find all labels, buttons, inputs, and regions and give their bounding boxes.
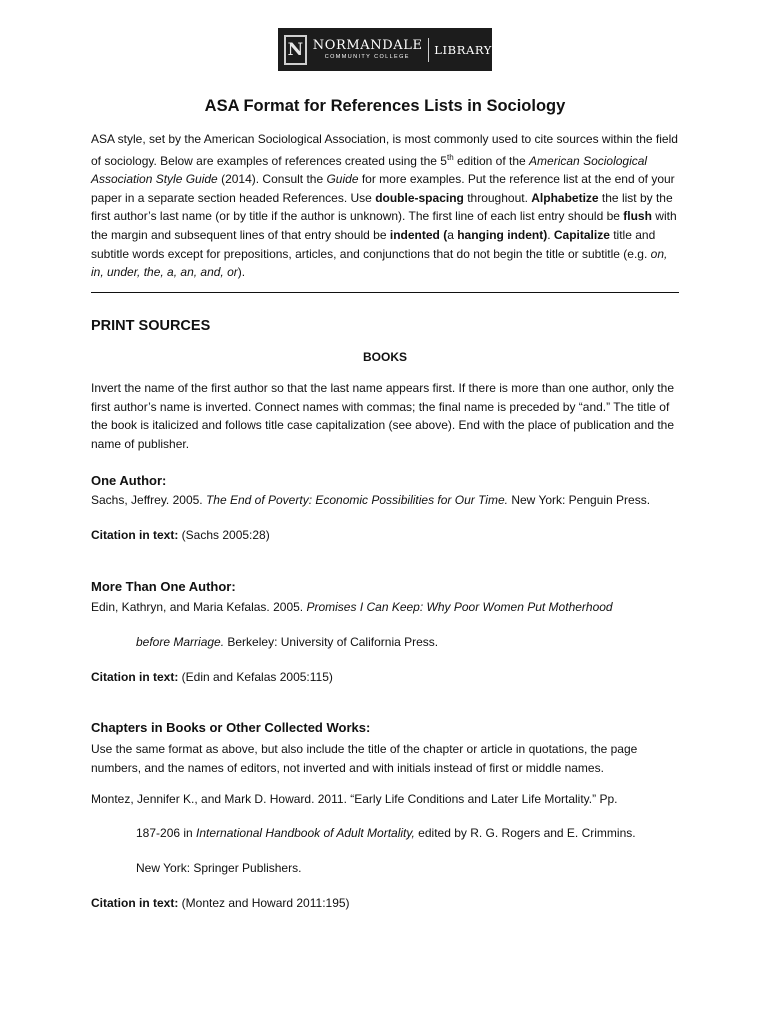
ref-author-year: Edin, Kathryn, and Maria Kefalas. 2005. xyxy=(91,600,307,614)
intro-flush: flush xyxy=(623,209,652,224)
intro-text-5: throughout. xyxy=(463,190,532,205)
intro-alphabetize: Alphabetize xyxy=(531,190,599,205)
citation-label: Citation in text: xyxy=(91,528,179,542)
reference-more-authors-line-2 xyxy=(136,635,438,649)
intro-indented: indented ( xyxy=(389,227,448,242)
books-description: Invert the name of the first author so that the last name appears first. If there is more than one author, only the first author’s name is inverted. Connect names with commas; the final name is preceded by “and.” The title of the book is italicized and follows title case capitalization (see above). End with the place of publication and the name of publisher. xyxy=(91,381,675,451)
citation-chapter xyxy=(91,896,350,910)
logo-library: LIBRARY xyxy=(434,42,492,57)
section-print-sources: PRINT SOURCES xyxy=(91,318,211,334)
intro-text-8: a xyxy=(447,227,458,242)
citation-value: (Montez and Howard 2011:195) xyxy=(178,896,350,910)
intro-text-4: for more examples. Put the reference list at the end of your paper in a separate section headed References. Use xyxy=(91,172,675,205)
reference-chapter-line-2 xyxy=(136,826,636,840)
intro-paragraph xyxy=(91,130,681,282)
intro-examples: on, in, under, the, a, an, and, or xyxy=(91,246,668,280)
ref-title-part-1: Promises I Can Keep: Why Poor Women Put Motherhood xyxy=(306,600,613,614)
intro-guide-title: American Sociological Association Style Guide xyxy=(91,153,648,187)
seal-letter: N xyxy=(287,39,304,60)
horizontal-rule xyxy=(91,292,679,293)
subsection-books: BOOKS xyxy=(362,350,407,364)
heading-one-author: One Author: xyxy=(91,473,167,488)
ref-title-part-2: before Marriage. xyxy=(136,635,225,649)
heading-chapters: Chapters in Books or Other Collected Works: xyxy=(91,720,371,735)
intro-guide: Guide xyxy=(326,172,359,187)
citation-value: (Sachs 2005:28) xyxy=(178,528,270,542)
ref-publisher: Berkeley: University of California Press. xyxy=(224,635,439,649)
intro-text-7: with the margin and subsequent lines of that entry should be xyxy=(91,209,677,242)
citation-one-author xyxy=(91,528,270,542)
citation-value: (Edin and Kefalas 2005:115) xyxy=(178,670,333,684)
library-logo xyxy=(278,28,492,71)
ref-editors: edited by R. G. Rogers and E. Crimmins. xyxy=(414,826,636,840)
ref-publisher: New York: Penguin Press. xyxy=(507,493,651,507)
logo-college-sub: COMMUNITY COLLEGE xyxy=(324,53,410,60)
citation-label: Citation in text: xyxy=(91,670,179,684)
intro-capitalize: Capitalize xyxy=(553,227,610,242)
chapters-description: Use the same format as above, but also include the title of the chapter or article in quotations, the page numbers, and the names of editors, not inverted and with initials instead of first or middle names. xyxy=(91,742,638,775)
logo-separator xyxy=(428,38,429,62)
reference-chapter-line-3: New York: Springer Publishers. xyxy=(136,861,302,875)
citation-label: Citation in text: xyxy=(91,896,179,910)
intro-text-10: title and subtitle words except for prepositions, articles, and conjunctions that do not begin the title or subtitle (e.g. xyxy=(91,227,656,261)
intro-double-spacing: double-spacing xyxy=(375,190,464,205)
intro-text-2: edition of the xyxy=(453,153,530,168)
reference-more-authors-line-1 xyxy=(91,600,613,614)
ref-pages: 187-206 in xyxy=(136,826,197,840)
intro-text-9: . xyxy=(547,227,554,242)
college-seal-icon xyxy=(284,35,307,65)
intro-text-3: (2014). Consult the xyxy=(217,172,327,187)
logo-words xyxy=(313,39,423,61)
intro-hanging-indent: hanging indent) xyxy=(457,227,548,242)
logo-college-name: NORMANDALE xyxy=(312,37,423,53)
heading-more-than-one-author: More Than One Author: xyxy=(91,579,236,594)
intro-text-1: ASA style, set by the American Sociological Association, is most commonly used to cite sources within the field of sociology. Below are examples of references created using the 5 xyxy=(91,132,678,168)
ref-book-title: International Handbook of Adult Mortality, xyxy=(196,826,415,840)
ref-title: The End of Poverty: Economic Possibilities for Our Time. xyxy=(205,493,508,507)
citation-more-authors xyxy=(91,670,333,684)
intro-text-6: the list by the first author’s last name (or by title if the author is unknown). The first line of each list entry should be xyxy=(91,190,673,224)
intro-sup: th xyxy=(446,152,454,162)
intro-text-11: ). xyxy=(237,265,246,280)
reference-one-author xyxy=(91,493,650,507)
ref-author-year: Sachs, Jeffrey. 2005. xyxy=(91,493,206,507)
reference-chapter-line-1: Montez, Jennifer K., and Mark D. Howard. 2011. “Early Life Conditions and Later Life Mortality.” Pp. xyxy=(91,792,618,806)
document-title: ASA Format for References Lists in Sociology xyxy=(204,97,566,115)
